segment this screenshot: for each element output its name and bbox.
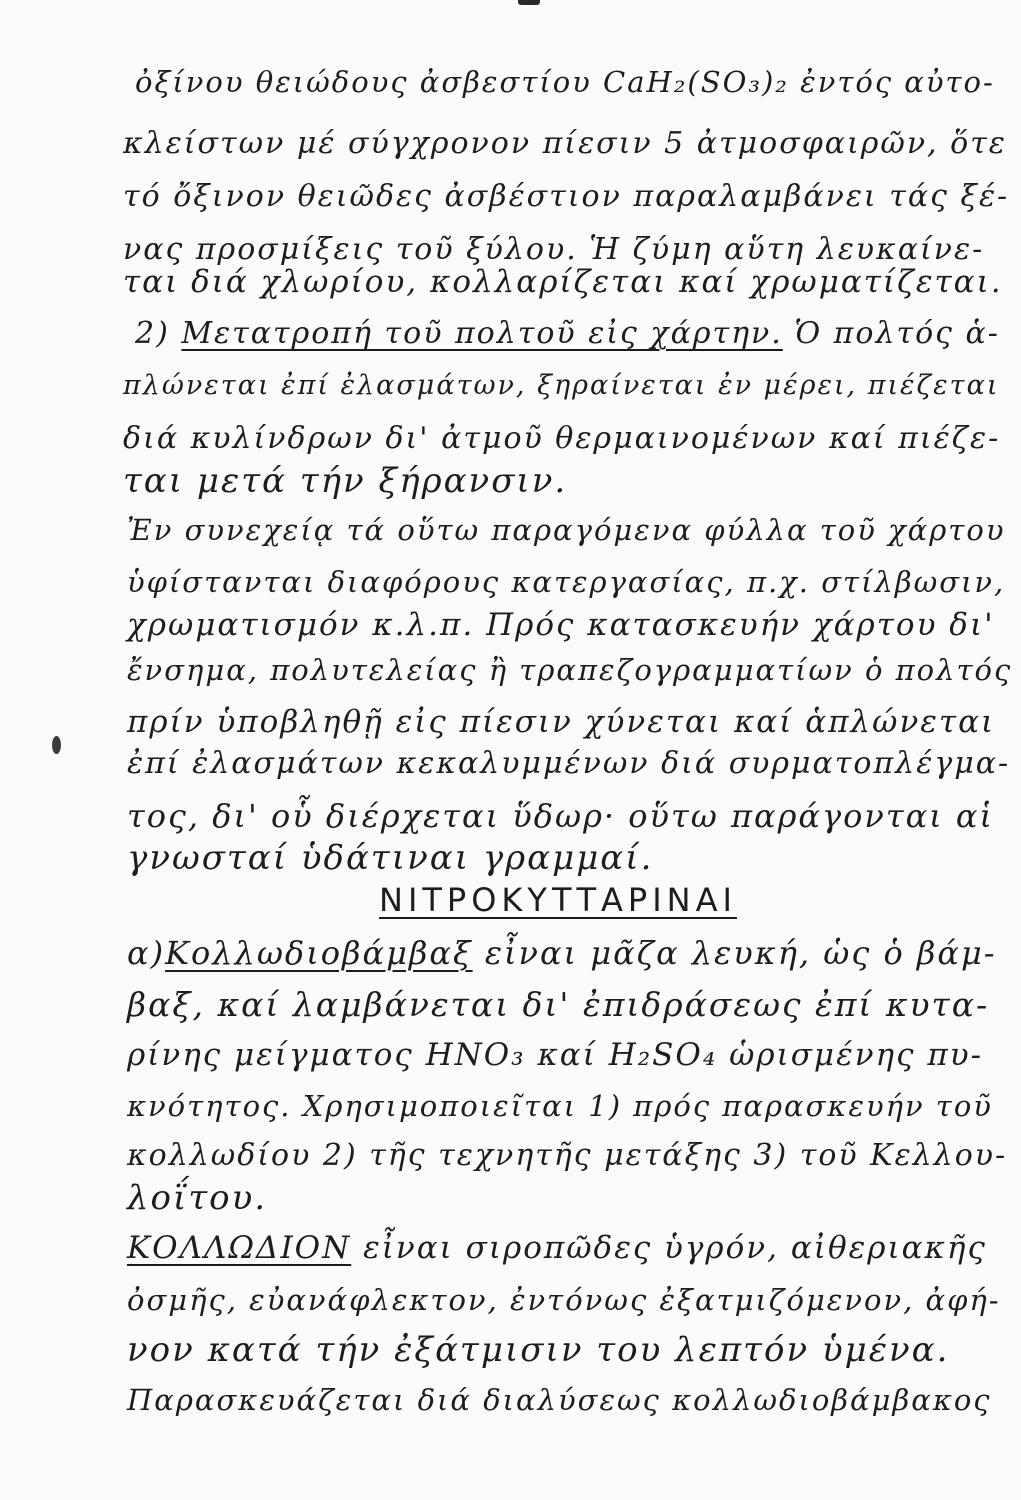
text-line-12: χρωματισμόν κ.λ.π. Πρός κατασκευήν χάρτου δι' <box>127 607 995 643</box>
text-line-1: ὀξίνου θειώδους ἀσβεστίου CaH₂(SO₃)₂ ἐντός αὐτο- <box>135 65 995 99</box>
text-line-16: τος, δι' οὗ διέρχεται ὕδωρ· οὕτω παράγονται αἱ <box>127 797 995 835</box>
paragraph-2-rest: Ὁ πολτός ἁ- <box>794 316 1000 351</box>
item-a-title: Κολλωδιοβάμβαξ <box>165 934 473 972</box>
text-line-4: νας προσμίξεις τοῦ ξύλου. Ἡ ζύμη αὕτη λευκαίνε- <box>123 232 985 267</box>
text-line-27: νον κατά τήν ἐξάτμισιν του λεπτόν ὑμένα. <box>127 1330 950 1370</box>
text-line-23: κολλωδίου 2) τῆς τεχνητῆς μετάξης 3) τοῦ Κελλου- <box>127 1138 1008 1173</box>
item-a-label: α) <box>127 934 166 972</box>
text-line-7: πλώνεται ἐπί ἐλασμάτων, ξηραίνεται ἐν μέρει, πιέζεται <box>123 370 1000 401</box>
text-line-2: κλείστων μέ σύγχρονον πίεσιν 5 ἀτμοσφαιρῶν, ὅτε <box>123 126 1007 161</box>
text-line-15: ἐπί ἐλασμάτων κεκαλυμμένων διά συρματοπλέγμα- <box>127 746 1011 781</box>
collodion-first-line <box>127 1228 987 1268</box>
text-line-11: ὑφίστανται διαφόρους κατεργασίας, π.χ. στίλβωσιν, <box>127 565 1006 599</box>
text-line-22: κνότητος. Χρησιμοποιεῖται 1) πρός παρασκευήν τοῦ <box>127 1089 993 1123</box>
item-a-rest: εἶναι μᾶζα λευκή, ὡς ὁ βάμ- <box>484 934 997 972</box>
text-line-10: Ἐν συνεχείᾳ τά οὕτω παραγόμενα φύλλα τοῦ χάρτου <box>127 513 1006 547</box>
top-edge-mark <box>518 0 540 5</box>
text-line-20: βαξ, καί λαμβάνεται δι' ἐπιδράσεως ἐπί κυτα- <box>127 985 990 1024</box>
text-line-21: ρίνης μείγματος HNO₃ καί H₂SO₄ ὡρισμένης πυ- <box>127 1037 984 1073</box>
text-line-17: γνωσταί ὑδάτιναι γραμμαί. <box>127 838 654 878</box>
text-line-24: λοΐτου. <box>127 1178 268 1218</box>
text-line-5: ται διά χλωρίου, κολλαρίζεται καί χρωματίζεται. <box>123 264 1003 300</box>
paragraph-2-title: Μετατροπή τοῦ πολτοῦ εἰς χάρτην. <box>181 316 783 351</box>
text-line-26: ὀσμῆς, εὐανάφλεκτον, ἐντόνως ἐξατμιζόμενον, ἀφή- <box>127 1283 1001 1317</box>
paragraph-2-first-line <box>135 314 1000 354</box>
collodion-title: ΚΟΛΛΩΔΙΟΝ <box>127 1230 352 1266</box>
text-line-8: διά κυλίνδρων δι' ἀτμοῦ θερμαινομένων καί πιέζε- <box>123 421 1001 456</box>
collodion-rest: εἶναι σιροπῶδες ὑγρόν, αἰθεριακῆς <box>363 1230 987 1266</box>
ink-blot <box>52 736 61 754</box>
text-line-14: πρίν ὑποβληθῇ εἰς πίεσιν χύνεται καί ἁπλώνεται <box>127 704 996 740</box>
section-heading: ΝΙΤΡΟΚΥΤΤΑΡΙΝΑΙ <box>379 881 737 919</box>
text-line-9: ται μετά τήν ξήρανσιν. <box>123 461 568 501</box>
item-a-first-line <box>127 933 997 973</box>
text-line-13: ἔνσημα, πολυτελείας ἢ τραπεζογραμματίων ὁ πολτός <box>127 653 1013 687</box>
paragraph-2-number: 2) <box>135 316 170 351</box>
text-line-3: τό ὄξινον θειῶδες ἀσβέστιον παραλαμβάνει τάς ξέ- <box>123 179 1010 214</box>
text-line-28: Παρασκευάζεται διά διαλύσεως κολλωδιοβάμβακος <box>127 1383 992 1417</box>
